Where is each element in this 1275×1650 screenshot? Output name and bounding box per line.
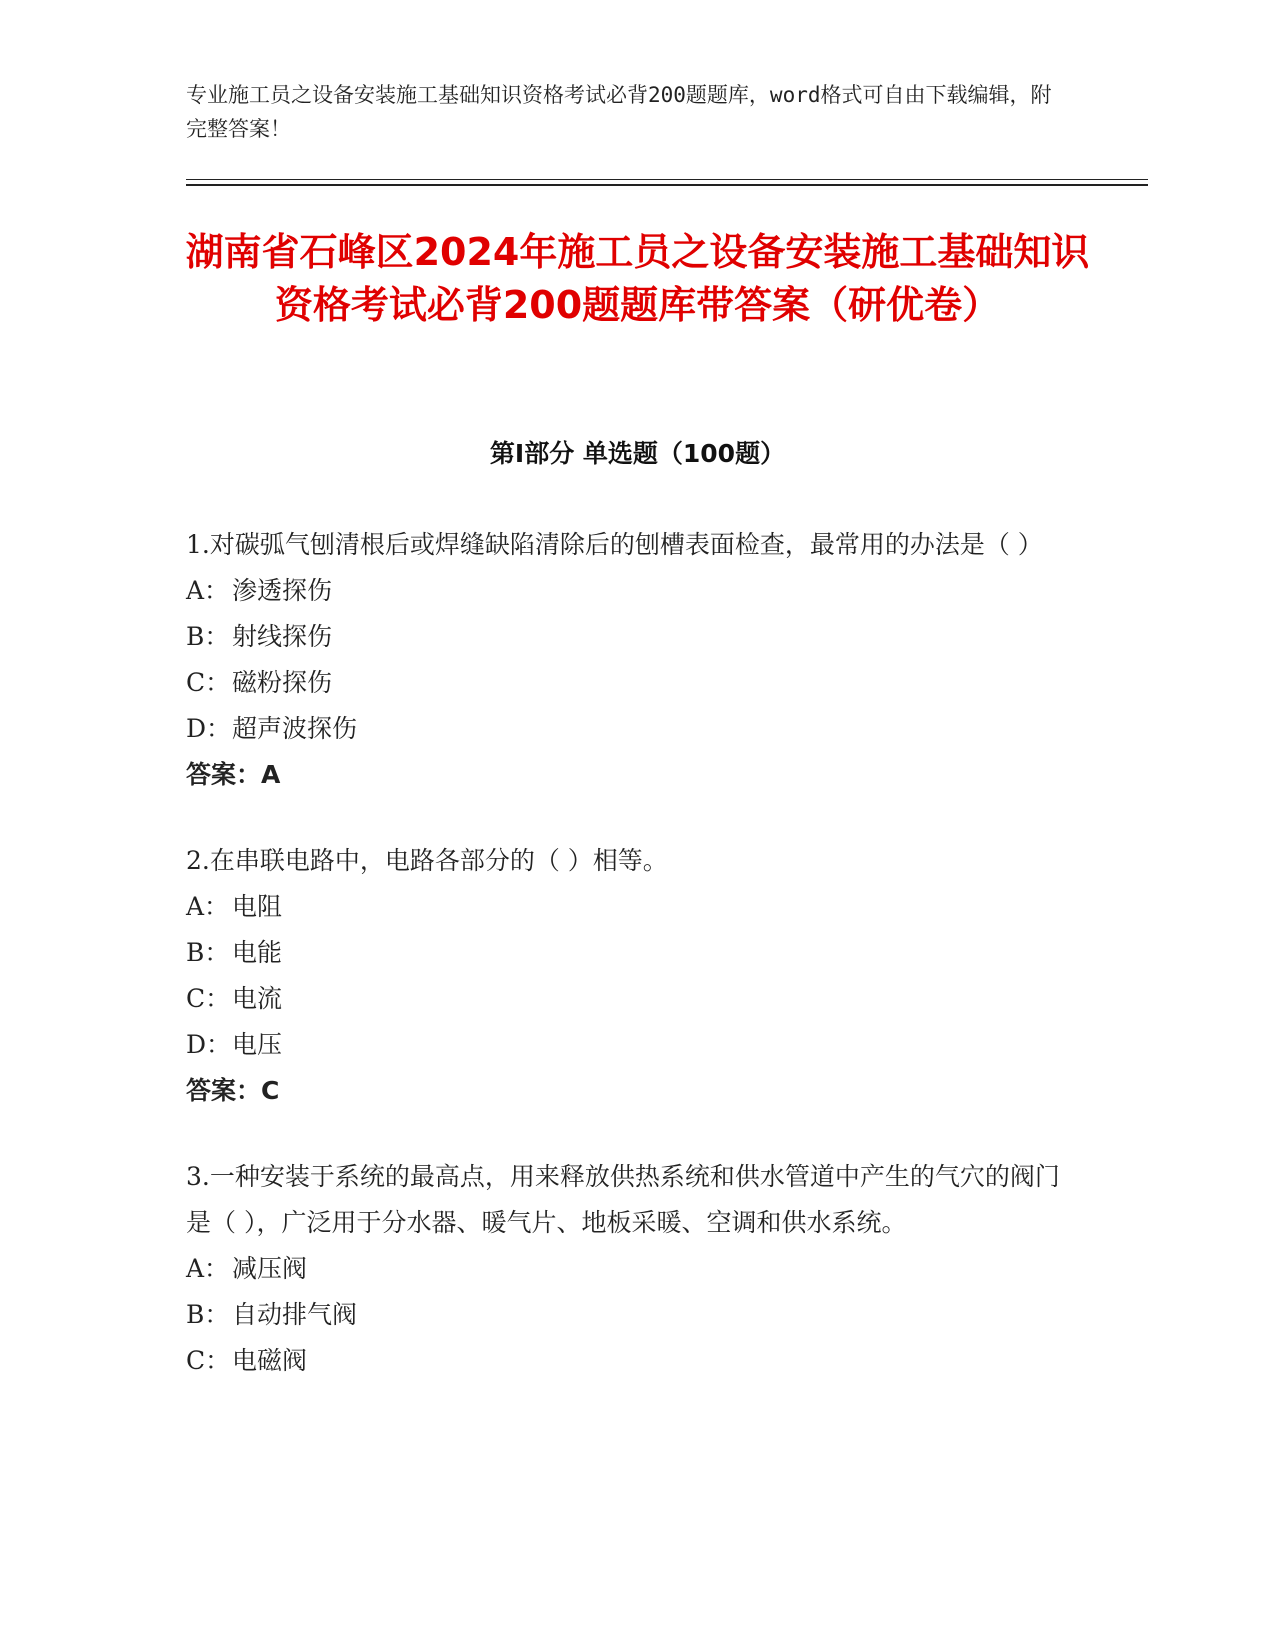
document-title: 湖南省石峰区2024年施工员之设备安装施工基础知识资格考试必背200题题库带答案（研优卷）: [185, 230, 1090, 327]
question-list: [186, 522, 1066, 1424]
option-b: [186, 614, 1066, 660]
option-b: [186, 1292, 1066, 1338]
answer-line: 答案：C: [186, 1076, 280, 1105]
option-text: 渗透探伤: [232, 576, 333, 605]
option-key: A：: [186, 892, 230, 921]
option-key: A：: [186, 576, 230, 605]
option-key: C：: [186, 984, 231, 1013]
section-heading: 第Ⅰ部分 单选题（100题）: [489, 439, 786, 468]
option-c: [186, 1338, 1066, 1384]
option-key: B：: [186, 1300, 230, 1329]
option-text: 电阻: [232, 892, 283, 921]
header-divider-thin: [186, 179, 1148, 180]
option-text: 减压阀: [232, 1254, 308, 1283]
option-a: [186, 884, 1066, 930]
option-text: 电压: [232, 1030, 283, 1059]
option-text: 自动排气阀: [232, 1300, 358, 1329]
option-key: A：: [186, 1254, 230, 1283]
option-text: 超声波探伤: [232, 714, 358, 743]
option-text: 电磁阀: [232, 1346, 308, 1375]
header-divider-thick: [186, 184, 1148, 186]
header-note: 专业施工员之设备安装施工基础知识资格考试必背200题题库，word格式可自由下载编辑，附完整答案！: [186, 83, 1052, 141]
question-3: [186, 1154, 1066, 1384]
question-2: [186, 838, 1066, 1114]
answer-line: 答案：A: [186, 760, 281, 789]
question-stem: 2.在串联电路中，电路各部分的（ ）相等。: [186, 846, 668, 875]
option-text: 射线探伤: [232, 622, 333, 651]
option-key: D：: [186, 1030, 232, 1059]
option-a: [186, 568, 1066, 614]
option-d: [186, 706, 1066, 752]
question-stem: 1.对碳弧气刨清根后或焊缝缺陷清除后的刨槽表面检查，最常用的办法是（ ）: [186, 530, 1043, 559]
question-stem: 3.一种安装于系统的最高点，用来释放供热系统和供水管道中产生的气穴的阀门是（ ），广泛用于分水器、暖气片、地板采暖、空调和供水系统。: [186, 1162, 1060, 1237]
option-b: [186, 930, 1066, 976]
option-c: [186, 976, 1066, 1022]
option-key: C：: [186, 1346, 231, 1375]
option-key: B：: [186, 938, 230, 967]
option-key: C：: [186, 668, 231, 697]
option-key: B：: [186, 622, 230, 651]
option-text: 电流: [232, 984, 283, 1013]
option-c: [186, 660, 1066, 706]
option-text: 电能: [232, 938, 283, 967]
option-key: D：: [186, 714, 232, 743]
option-d: [186, 1022, 1066, 1068]
option-text: 磁粉探伤: [232, 668, 333, 697]
option-a: [186, 1246, 1066, 1292]
question-1: [186, 522, 1066, 798]
